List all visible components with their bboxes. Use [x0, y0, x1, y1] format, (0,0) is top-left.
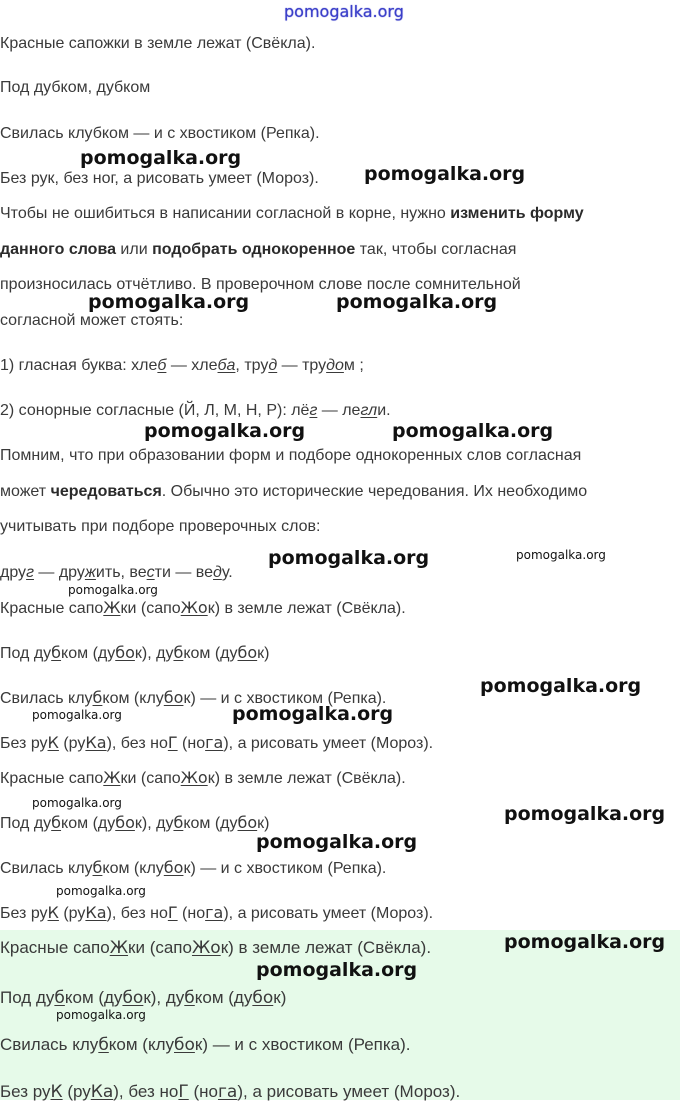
riddle-fragment: ), без но	[106, 735, 168, 752]
riddle-check-line	[0, 903, 433, 924]
riddle-fragment: к)	[257, 815, 270, 832]
rule-line: Чтобы не ошибиться в написании согласной в корне, нужно изменить форму	[0, 205, 584, 222]
check-letter: бо	[163, 688, 184, 707]
check-letter: га	[205, 903, 224, 922]
watermark: pomogalka.org	[504, 931, 666, 953]
riddle-fragment: к) в земле лежат (Свёкла).	[207, 600, 406, 617]
riddle-fragment: Красные сапо	[0, 770, 104, 787]
riddle-fragment: ком (клу	[102, 860, 164, 877]
riddle-line: Красные сапожки в земле лежат (Свёкла).	[0, 35, 316, 52]
watermark: pomogalka.org	[68, 583, 158, 597]
riddle-fragment: ки (сапо	[120, 600, 181, 617]
riddle-fragment: Свилась клу	[0, 690, 93, 707]
riddle-fragment: Свилась клу	[0, 860, 93, 877]
watermark-top: pomogalka.org	[284, 2, 404, 21]
check-letter: Жо	[191, 938, 221, 958]
check-letter: Ка	[90, 1082, 114, 1102]
riddle-fragment: Свилась клу	[0, 1035, 99, 1054]
riddle-fragment: ), без но	[113, 1082, 179, 1101]
check-letter: б	[184, 988, 195, 1008]
riddle-fragment: к) в земле лежат (Свёкла).	[207, 770, 406, 787]
riddle-fragment: Под ду	[0, 645, 52, 662]
riddle-fragment: ком (клу	[108, 1035, 174, 1054]
riddle-check-line	[0, 733, 433, 754]
riddle-fragment: к), ду	[134, 815, 174, 832]
rule-line: согласной может стоять:	[0, 312, 184, 329]
riddle-fragment: (но	[177, 735, 206, 752]
check-letter: Жо	[180, 768, 208, 787]
riddle-fragment: к)	[257, 645, 270, 662]
check-letter: б	[173, 643, 184, 662]
check-letter: бо	[115, 643, 135, 662]
watermark: pomogalka.org	[480, 675, 642, 697]
check-letter: Г	[167, 733, 178, 752]
check-letter: бо	[174, 1035, 195, 1055]
check-letter: бо	[122, 988, 144, 1008]
riddle-check-line	[0, 1082, 460, 1102]
watermark: pomogalka.org	[56, 884, 146, 898]
riddle-fragment: ком (клу	[102, 690, 164, 707]
riddle-fragment: к) — и с хвостиком (Репка).	[183, 860, 387, 877]
riddle-fragment: к), ду	[134, 645, 174, 662]
riddle-line: Без рук, без ног, а рисовать умеет (Мороз).	[0, 170, 319, 187]
check-letter: К	[47, 733, 59, 752]
riddle-fragment: к) — и с хвостиком (Репка).	[183, 690, 387, 707]
riddle-line: Под дубком, дубком	[0, 79, 151, 96]
riddle-fragment: (ру	[58, 905, 86, 922]
riddle-check-line	[0, 1035, 411, 1055]
riddle-fragment: Без ру	[0, 735, 48, 752]
watermark: pomogalka.org	[144, 420, 306, 442]
riddle-check-line	[0, 643, 270, 664]
riddle-fragment: ком (ду	[61, 815, 116, 832]
riddle-fragment: ), а рисовать умеет (Мороз).	[223, 905, 434, 922]
riddle-check-line	[0, 938, 431, 958]
check-letter: бо	[237, 813, 258, 832]
watermark: pomogalka.org	[336, 291, 498, 313]
check-letter: К	[50, 1082, 63, 1102]
riddle-fragment: ком (ду	[183, 815, 238, 832]
riddle-fragment: (но	[188, 1082, 218, 1101]
riddle-fragment: к) — и с хвостиком (Репка).	[194, 1035, 411, 1054]
riddle-fragment: Красные сапо	[0, 600, 104, 617]
watermark: pomogalka.org	[32, 796, 122, 810]
watermark: pomogalka.org	[232, 703, 394, 725]
riddle-fragment: ки (сапо	[120, 770, 181, 787]
riddle-fragment: ком (ду	[194, 988, 253, 1007]
check-letter: б	[92, 858, 103, 877]
check-letter: Ка	[85, 733, 107, 752]
watermark: pomogalka.org	[516, 548, 606, 562]
riddle-fragment: (но	[177, 905, 206, 922]
example-line: друг — дружить, вести — веду.	[0, 564, 233, 581]
riddle-fragment: Под ду	[0, 815, 52, 832]
check-letter: га	[205, 733, 224, 752]
rule-line: Помним, что при образовании форм и подборе однокоренных слов согласная	[0, 447, 582, 464]
check-letter: бо	[252, 988, 274, 1008]
check-letter: Г	[167, 903, 178, 922]
watermark: pomogalka.org	[88, 291, 250, 313]
watermark: pomogalka.org	[80, 147, 242, 169]
rule-line: учитывать при подборе проверочных слов:	[0, 518, 321, 535]
riddle-fragment: Без ру	[0, 1082, 51, 1101]
watermark: pomogalka.org	[56, 1008, 146, 1022]
riddle-fragment: (ру	[62, 1082, 91, 1101]
check-letter: га	[217, 1082, 238, 1102]
riddle-fragment: к)	[273, 988, 287, 1007]
riddle-fragment: ком (ду	[64, 988, 123, 1007]
check-letter: Ж	[109, 938, 129, 958]
check-letter: бо	[237, 643, 258, 662]
riddle-check-line	[0, 598, 406, 619]
check-letter: Ж	[103, 598, 121, 617]
rule-line: произносилась отчётливо. В проверочном слове после сомнительной	[0, 276, 521, 293]
watermark: pomogalka.org	[268, 547, 430, 569]
check-letter: бо	[115, 813, 135, 832]
check-letter: Г	[178, 1082, 189, 1102]
check-letter: Ж	[103, 768, 121, 787]
check-letter: б	[51, 813, 62, 832]
watermark: pomogalka.org	[504, 803, 666, 825]
check-letter: Ка	[85, 903, 107, 922]
rule-line: данного слова или подобрать однокоренное так, чтобы согласная	[0, 241, 517, 258]
riddle-fragment: ), а рисовать умеет (Мороз).	[223, 735, 434, 752]
rule-item-1: 1) гласная буква: хлеб — хлеба, труд — трудом ;	[0, 357, 364, 374]
check-letter: б	[51, 643, 62, 662]
riddle-fragment: ком (ду	[61, 645, 116, 662]
riddle-line: Свилась клубком — и с хвостиком (Репка).	[0, 125, 320, 142]
watermark: pomogalka.org	[256, 959, 418, 981]
riddle-fragment: к) в земле лежат (Свёкла).	[220, 938, 432, 957]
riddle-fragment: к), ду	[143, 988, 185, 1007]
check-letter: бо	[163, 858, 184, 877]
rule-line: может чередоваться. Обычно это исторические чередования. Их необходимо	[0, 483, 588, 500]
riddle-check-line	[0, 768, 406, 789]
watermark: pomogalka.org	[256, 831, 418, 853]
check-letter: б	[98, 1035, 109, 1055]
riddle-fragment: ком (ду	[183, 645, 238, 662]
riddle-fragment: ), а рисовать умеет (Мороз).	[237, 1082, 461, 1101]
check-letter: б	[92, 688, 103, 707]
riddle-check-line	[0, 858, 386, 879]
check-letter: К	[47, 903, 59, 922]
riddle-fragment: Под ду	[0, 988, 55, 1007]
riddle-check-line	[0, 988, 286, 1008]
riddle-fragment: ), без но	[106, 905, 168, 922]
riddle-fragment: ки (сапо	[128, 938, 192, 957]
check-letter: б	[173, 813, 184, 832]
rule-item-2: 2) сонорные согласные (Й, Л, М, Н, Р): лёг — легли.	[0, 402, 391, 419]
riddle-fragment: Красные сапо	[0, 938, 110, 957]
riddle-fragment: (ру	[58, 735, 86, 752]
riddle-check-line	[0, 813, 270, 834]
watermark: pomogalka.org	[392, 420, 554, 442]
check-letter: б	[54, 988, 65, 1008]
watermark: pomogalka.org	[32, 708, 122, 722]
check-letter: Жо	[180, 598, 208, 617]
riddle-fragment: Без ру	[0, 905, 48, 922]
watermark: pomogalka.org	[364, 163, 526, 185]
